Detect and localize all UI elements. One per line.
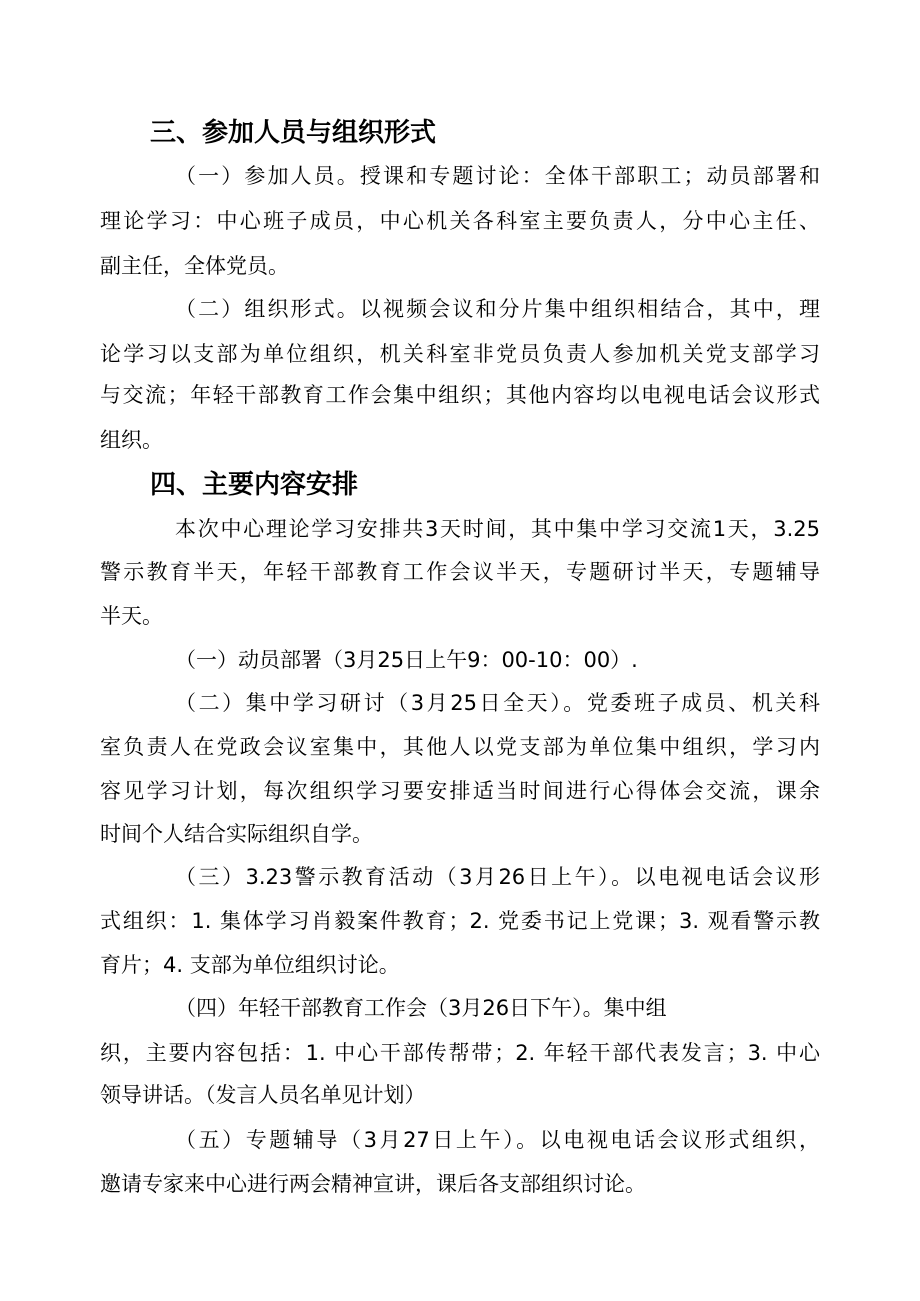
item-2-line-1: （二）集中学习研讨（3月25日全天）。党委班子成员、机关科 [175,691,820,715]
item-4-line-1: （四）年轻干部教育工作会（3月26日下午）。集中组 [175,996,667,1020]
para-participants-line-1: （一）参加人员。授课和专题讨论：全体干部职工；动员部署和 [175,164,820,188]
para-participants-line-3: 副主任，全体党员。 [100,254,289,278]
item-1-mobilization: （一）动员部署（3月25日上午9：00-10：00）. [175,648,638,672]
para-participants-line-2: 理论学习：中心班子成员，中心机关各科室主要负责人，分中心主任、 [100,209,820,233]
item-2-line-4: 时间个人结合实际组织自学。 [100,822,373,846]
section-3-heading: 三、参加人员与组织形式 [150,118,437,148]
item-5-line-2: 邀请专家来中心进行两会精神宣讲，课后各支部组织讨论。 [100,1172,646,1196]
item-2-line-2: 室负责人在党政会议室集中，其他人以党支部为单位集中组织，学习内 [100,735,820,759]
para-format-line-2: 论学习以支部为单位组织，机关科室非党员负责人参加机关党支部学习 [100,342,820,366]
para-intro-line-3: 半天。 [100,604,163,628]
item-3-line-1: （三）3.23警示教育活动（3月26日上午）。以电视电话会议形 [175,865,820,889]
item-3-line-2: 式组织：1. 集体学习肖毅案件教育；2. 党委书记上党课；3. 观看警示教 [100,909,820,933]
item-3-line-3: 育片；4. 支部为单位组织讨论。 [100,953,400,977]
para-format-line-4: 组织。 [100,428,163,452]
para-format-line-3: 与交流；年轻干部教育工作会集中组织；其他内容均以电视电话会议形式 [100,383,820,407]
item-5-line-1: （五）专题辅导（3月27日上午）。以电视电话会议形式组织， [175,1128,820,1152]
item-4-line-3: 领导讲话。（发言人员名单见计划） [100,1083,426,1107]
item-2-line-3: 容见学习计划，每次组织学习要安排适当时间进行心得体会交流，课余 [100,779,820,803]
para-intro-line-2: 警示教育半天，年轻干部教育工作会议半天，专题研讨半天，专题辅导 [100,560,820,584]
para-format-line-1: （二）组织形式。以视频会议和分片集中组织相结合，其中，理 [175,297,820,321]
para-intro-line-1: 本次中心理论学习安排共3天时间，其中集中学习交流1天，3.25 [175,517,820,541]
item-4-line-2: 织，主要内容包括：1. 中心干部传帮带；2. 年轻干部代表发言；3. 中心 [100,1041,820,1065]
section-4-heading: 四、主要内容安排 [150,470,359,500]
